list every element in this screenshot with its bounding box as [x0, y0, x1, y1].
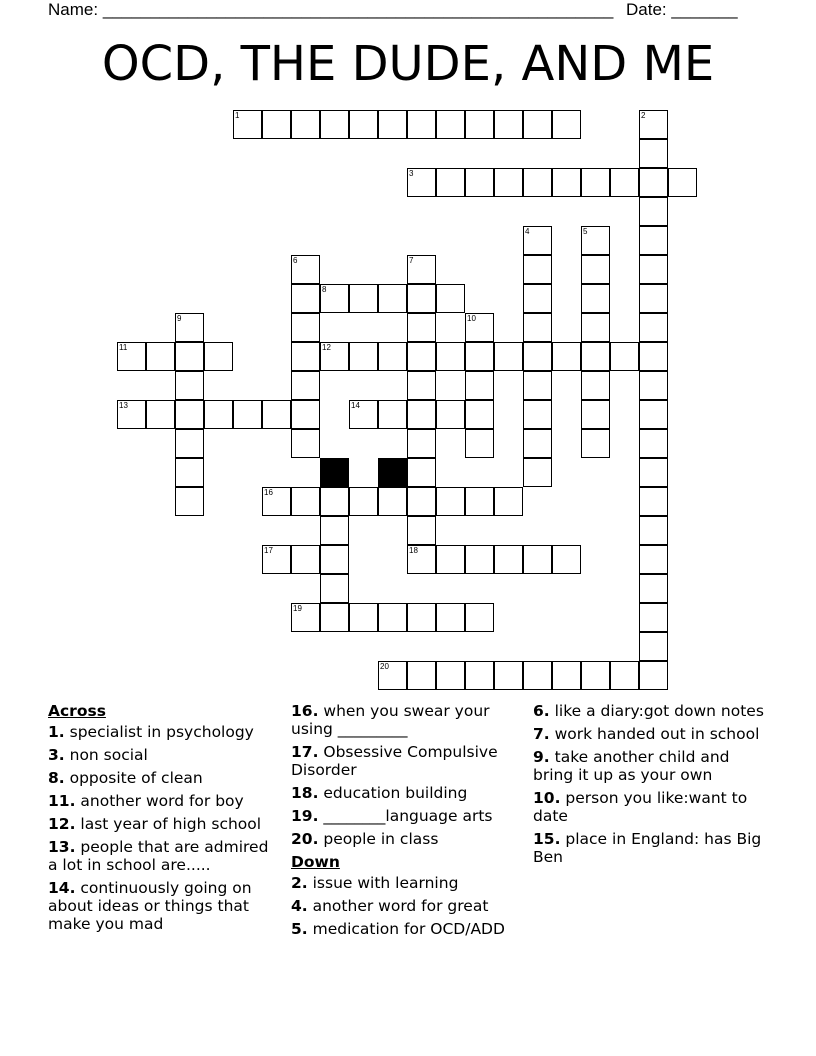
grid-cell[interactable] — [581, 255, 610, 284]
clue-number: 8 — [322, 285, 327, 294]
grid-cell[interactable] — [291, 603, 320, 632]
clue-number: 5 — [583, 227, 588, 236]
across-clue — [48, 815, 280, 833]
down-heading: Down — [291, 853, 340, 871]
clue-number: 18 — [409, 546, 418, 555]
grid-cell[interactable] — [407, 661, 436, 690]
clue-text: medication for OCD/ADD — [307, 920, 505, 938]
clue-number: 17 — [264, 546, 273, 555]
grid-cell[interactable] — [146, 400, 175, 429]
grid-cell[interactable] — [465, 603, 494, 632]
across-clue — [291, 784, 523, 802]
grid-cell[interactable] — [146, 342, 175, 371]
clue-label-number: 10. — [533, 789, 561, 807]
date-label: Date: — [626, 0, 667, 19]
grid-cell[interactable] — [291, 400, 320, 429]
page-title: OCD, THE DUDE, AND ME — [101, 36, 715, 92]
clue-label-number: 14. — [48, 879, 76, 897]
grid-cell[interactable] — [494, 342, 523, 371]
grid-cell[interactable] — [610, 168, 639, 197]
grid-cell[interactable] — [465, 487, 494, 516]
grid-cell[interactable] — [407, 487, 436, 516]
grid-cell[interactable] — [407, 168, 436, 197]
grid-cell[interactable] — [523, 545, 552, 574]
grid-cell[interactable] — [639, 313, 668, 342]
grid-cell[interactable] — [552, 661, 581, 690]
clue-label-number: 12. — [48, 815, 76, 833]
clue-column-2 — [291, 702, 523, 943]
grid-cell[interactable] — [320, 516, 349, 545]
grid-cell[interactable] — [523, 255, 552, 284]
clue-label-number: 18. — [291, 784, 319, 802]
grid-cell[interactable] — [436, 284, 465, 313]
grid-cell[interactable] — [320, 574, 349, 603]
grid-cell[interactable] — [639, 342, 668, 371]
grid-cell[interactable] — [639, 603, 668, 632]
grid-cell[interactable] — [465, 371, 494, 400]
grid-cell[interactable] — [465, 313, 494, 342]
clue-label-number: 11. — [48, 792, 76, 810]
grid-cell[interactable] — [320, 603, 349, 632]
grid-cell[interactable] — [523, 313, 552, 342]
grid-cell[interactable] — [639, 516, 668, 545]
clue-number: 13 — [119, 401, 128, 410]
grid-cell[interactable] — [639, 284, 668, 313]
grid-cell[interactable] — [262, 110, 291, 139]
grid-cell[interactable] — [668, 168, 697, 197]
clue-number: 7 — [409, 256, 414, 265]
down-clue — [533, 830, 765, 866]
date-line: _______ — [671, 0, 738, 19]
name-field — [48, 0, 613, 20]
grid-cell[interactable] — [581, 371, 610, 400]
black-square — [378, 458, 407, 487]
grid-cell[interactable] — [581, 400, 610, 429]
across-clue — [48, 746, 280, 764]
grid-cell[interactable] — [349, 487, 378, 516]
across-clue — [48, 769, 280, 787]
across-clue — [291, 743, 523, 779]
grid-cell[interactable] — [291, 313, 320, 342]
grid-cell[interactable] — [233, 110, 262, 139]
clue-text: people that are admired a lot in school are..... — [48, 838, 269, 874]
grid-cell[interactable] — [523, 342, 552, 371]
clue-number: 14 — [351, 401, 360, 410]
grid-cell[interactable] — [175, 487, 204, 516]
grid-cell[interactable] — [175, 400, 204, 429]
clue-column-1 — [48, 702, 280, 938]
clue-column-3 — [533, 702, 765, 871]
grid-cell[interactable] — [494, 545, 523, 574]
clue-text: Obsessive Compulsive Disorder — [291, 743, 498, 779]
black-square — [320, 458, 349, 487]
grid-cell[interactable] — [291, 487, 320, 516]
down-clue — [291, 920, 523, 938]
clue-number: 9 — [177, 314, 182, 323]
grid-cell[interactable] — [407, 342, 436, 371]
clue-number: 10 — [467, 314, 476, 323]
grid-cell[interactable] — [436, 661, 465, 690]
grid-cell[interactable] — [291, 429, 320, 458]
grid-cell[interactable] — [436, 400, 465, 429]
grid-cell[interactable] — [378, 603, 407, 632]
clue-number: 12 — [322, 343, 331, 352]
grid-cell[interactable] — [523, 110, 552, 139]
grid-cell[interactable] — [465, 110, 494, 139]
grid-cell[interactable] — [581, 342, 610, 371]
grid-cell[interactable] — [407, 458, 436, 487]
grid-cell[interactable] — [407, 516, 436, 545]
clue-text: person you like:want to date — [533, 789, 748, 825]
grid-cell[interactable] — [523, 371, 552, 400]
grid-cell[interactable] — [639, 661, 668, 690]
across-clue — [48, 879, 280, 933]
down-clue — [533, 789, 765, 825]
grid-cell[interactable] — [407, 429, 436, 458]
grid-cell[interactable] — [465, 168, 494, 197]
grid-cell[interactable] — [639, 197, 668, 226]
across-clue — [48, 723, 280, 741]
grid-cell[interactable] — [291, 371, 320, 400]
grid-cell[interactable] — [407, 255, 436, 284]
clue-number: 19 — [293, 604, 302, 613]
grid-cell[interactable] — [639, 487, 668, 516]
grid-cell[interactable] — [494, 110, 523, 139]
grid-cell[interactable] — [291, 545, 320, 574]
clue-number: 15 — [322, 459, 331, 468]
clue-label-number: 20. — [291, 830, 319, 848]
grid-cell[interactable] — [436, 168, 465, 197]
across-clue — [291, 702, 523, 738]
grid-cell[interactable] — [581, 661, 610, 690]
grid-cell[interactable] — [465, 429, 494, 458]
clue-text: last year of high school — [75, 815, 262, 833]
clue-label-number: 4. — [291, 897, 308, 915]
grid-cell[interactable] — [262, 545, 291, 574]
grid-cell[interactable] — [407, 284, 436, 313]
grid-cell[interactable] — [204, 400, 233, 429]
clue-label-number: 8. — [48, 769, 65, 787]
grid-cell[interactable] — [378, 400, 407, 429]
clue-text: another word for boy — [75, 792, 244, 810]
date-field — [626, 0, 738, 20]
clue-text: education building — [318, 784, 468, 802]
grid-cell[interactable] — [320, 487, 349, 516]
clue-text: take another child and bring it up as your own — [533, 748, 730, 784]
clue-number: 1 — [235, 111, 240, 120]
grid-cell[interactable] — [436, 603, 465, 632]
grid-cell[interactable] — [639, 371, 668, 400]
grid-cell[interactable] — [233, 400, 262, 429]
grid-cell[interactable] — [465, 400, 494, 429]
grid-cell[interactable] — [552, 168, 581, 197]
grid-cell[interactable] — [639, 255, 668, 284]
grid-cell[interactable] — [523, 661, 552, 690]
clue-label-number: 15. — [533, 830, 561, 848]
grid-cell[interactable] — [117, 342, 146, 371]
clue-text: work handed out in school — [549, 725, 760, 743]
clue-text: ________language arts — [318, 807, 493, 825]
grid-cell[interactable] — [639, 400, 668, 429]
grid-cell[interactable] — [639, 545, 668, 574]
grid-cell[interactable] — [436, 545, 465, 574]
grid-cell[interactable] — [552, 110, 581, 139]
grid-cell[interactable] — [494, 661, 523, 690]
grid-cell[interactable] — [494, 487, 523, 516]
grid-cell[interactable] — [465, 661, 494, 690]
clue-text: when you swear your using _________ — [291, 702, 490, 738]
grid-cell[interactable] — [320, 545, 349, 574]
grid-cell[interactable] — [407, 110, 436, 139]
clue-label-number: 9. — [533, 748, 550, 766]
grid-cell[interactable] — [291, 255, 320, 284]
grid-cell[interactable] — [523, 429, 552, 458]
clue-text: people in class — [318, 830, 439, 848]
grid-cell[interactable] — [581, 429, 610, 458]
grid-cell[interactable] — [581, 168, 610, 197]
down-clue — [291, 874, 523, 892]
clue-label-number: 19. — [291, 807, 319, 825]
grid-cell[interactable] — [378, 487, 407, 516]
grid-cell[interactable] — [639, 226, 668, 255]
grid-cell[interactable] — [639, 574, 668, 603]
down-clue — [533, 702, 765, 720]
clue-text: another word for great — [307, 897, 489, 915]
grid-cell[interactable] — [639, 632, 668, 661]
grid-cell[interactable] — [291, 284, 320, 313]
across-clue — [48, 792, 280, 810]
grid-cell[interactable] — [175, 429, 204, 458]
grid-cell[interactable] — [378, 661, 407, 690]
grid-cell[interactable] — [581, 284, 610, 313]
across-clue — [291, 830, 523, 848]
grid-cell[interactable] — [523, 284, 552, 313]
clue-number: 4 — [525, 227, 530, 236]
grid-cell[interactable] — [639, 110, 668, 139]
grid-cell[interactable] — [320, 342, 349, 371]
grid-cell[interactable] — [262, 400, 291, 429]
across-clue — [48, 838, 280, 874]
grid-cell[interactable] — [523, 400, 552, 429]
grid-cell[interactable] — [436, 110, 465, 139]
grid-cell[interactable] — [465, 545, 494, 574]
grid-cell[interactable] — [639, 168, 668, 197]
clue-label-number: 3. — [48, 746, 65, 764]
down-clue — [291, 897, 523, 915]
clue-label-number: 2. — [291, 874, 308, 892]
grid-cell[interactable] — [175, 371, 204, 400]
grid-cell[interactable] — [349, 342, 378, 371]
grid-cell[interactable] — [610, 342, 639, 371]
grid-cell[interactable] — [349, 110, 378, 139]
clue-text: opposite of clean — [64, 769, 203, 787]
grid-cell[interactable] — [523, 458, 552, 487]
clue-text: like a diary:got down notes — [549, 702, 764, 720]
down-clue — [533, 748, 765, 784]
clue-number: 11 — [119, 343, 128, 352]
grid-cell[interactable] — [349, 284, 378, 313]
grid-cell[interactable] — [407, 603, 436, 632]
grid-cell[interactable] — [639, 139, 668, 168]
grid-cell[interactable] — [349, 603, 378, 632]
grid-cell[interactable] — [320, 110, 349, 139]
grid-cell[interactable] — [117, 400, 146, 429]
grid-cell[interactable] — [581, 226, 610, 255]
clue-label-number: 1. — [48, 723, 65, 741]
clue-text: specialist in psychology — [64, 723, 254, 741]
clue-label-number: 7. — [533, 725, 550, 743]
grid-cell[interactable] — [349, 400, 378, 429]
grid-cell[interactable] — [407, 400, 436, 429]
grid-cell[interactable] — [436, 342, 465, 371]
grid-cell[interactable] — [291, 342, 320, 371]
clue-number: 3 — [409, 169, 414, 178]
grid-cell[interactable] — [291, 110, 320, 139]
name-label: Name: — [48, 0, 99, 19]
grid-cell[interactable] — [320, 284, 349, 313]
grid-cell[interactable] — [175, 342, 204, 371]
clue-number: 20 — [380, 662, 389, 671]
grid-cell[interactable] — [407, 545, 436, 574]
grid-cell[interactable] — [523, 168, 552, 197]
grid-cell[interactable] — [465, 342, 494, 371]
name-line: ______________________________________________________ — [102, 0, 614, 19]
grid-cell[interactable] — [639, 458, 668, 487]
grid-cell[interactable] — [581, 313, 610, 342]
clue-text: continuously going on about ideas or things that make you mad — [48, 879, 252, 933]
clue-label-number: 6. — [533, 702, 550, 720]
grid-cell[interactable] — [523, 226, 552, 255]
grid-cell[interactable] — [407, 371, 436, 400]
clue-number: 6 — [293, 256, 298, 265]
clue-label-number: 17. — [291, 743, 319, 761]
grid-cell[interactable] — [175, 458, 204, 487]
clue-text: non social — [64, 746, 148, 764]
grid-cell[interactable] — [407, 313, 436, 342]
across-heading: Across — [48, 702, 106, 720]
grid-cell[interactable] — [175, 313, 204, 342]
grid-cell[interactable] — [610, 661, 639, 690]
clue-label-number: 5. — [291, 920, 308, 938]
grid-cell[interactable] — [262, 487, 291, 516]
clue-number: 2 — [641, 111, 646, 120]
grid-cell[interactable] — [639, 429, 668, 458]
grid-cell[interactable] — [378, 342, 407, 371]
clue-text: issue with learning — [307, 874, 459, 892]
clue-number: 16 — [264, 488, 273, 497]
grid-cell[interactable] — [378, 110, 407, 139]
grid-cell[interactable] — [204, 342, 233, 371]
grid-cell[interactable] — [552, 545, 581, 574]
clue-label-number: 13. — [48, 838, 76, 856]
grid-cell[interactable] — [552, 342, 581, 371]
clue-label-number: 16. — [291, 702, 319, 720]
grid-cell[interactable] — [378, 284, 407, 313]
down-clue — [533, 725, 765, 743]
grid-cell[interactable] — [436, 487, 465, 516]
grid-cell[interactable] — [494, 168, 523, 197]
across-clue — [291, 807, 523, 825]
clue-text: place in England: has Big Ben — [533, 830, 762, 866]
